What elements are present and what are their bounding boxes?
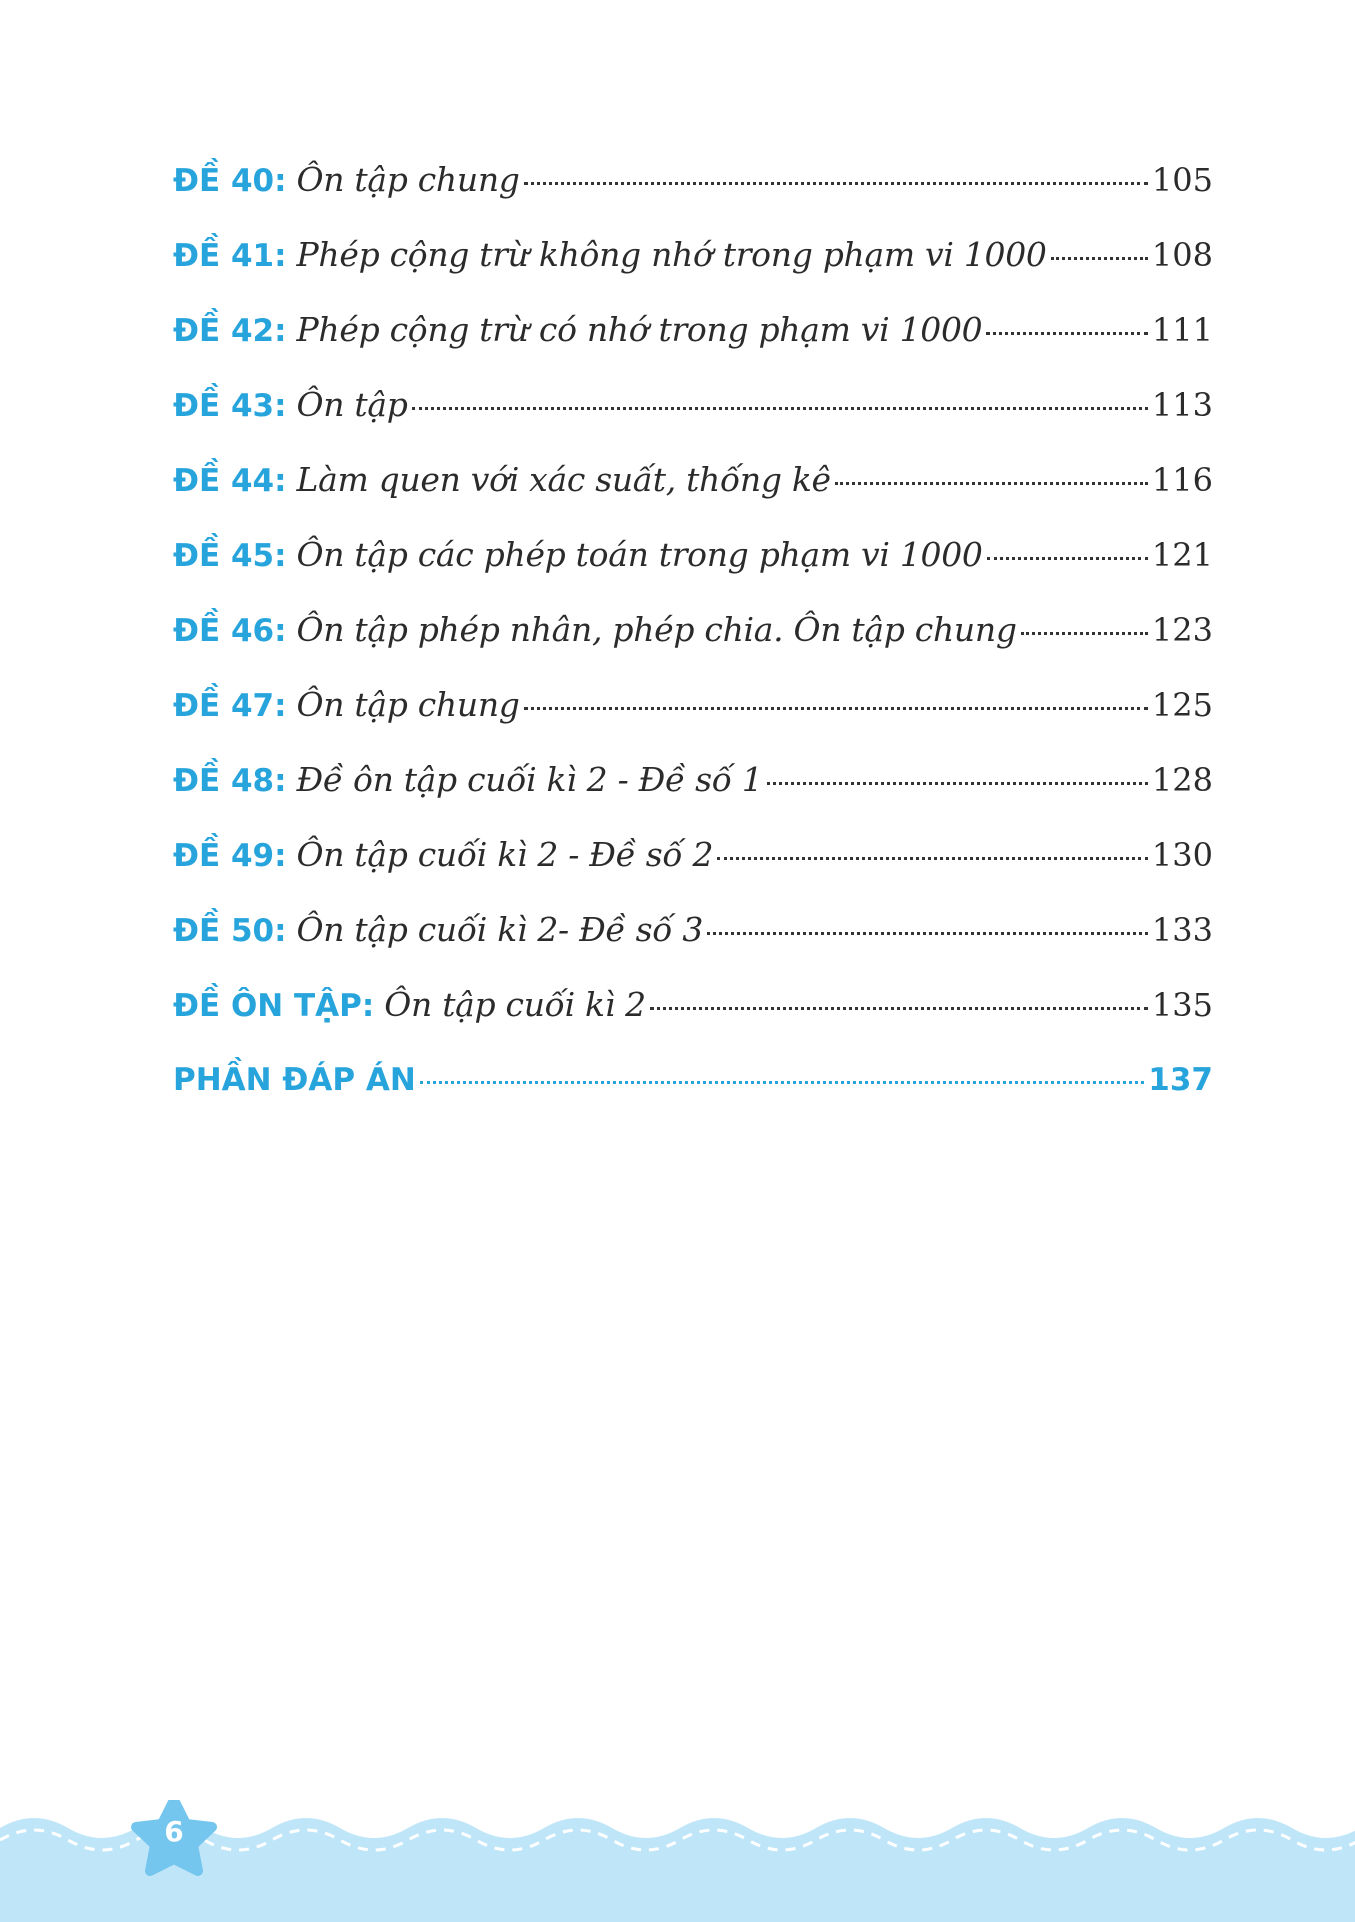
toc-title: Ôn tập cuối kì 2 - Đề số 2 — [296, 835, 714, 874]
toc-page-number: 130 — [1151, 836, 1213, 874]
toc-entry-47 — [173, 677, 1213, 752]
toc-page-number: 105 — [1151, 161, 1213, 199]
toc-entry-43 — [173, 377, 1213, 452]
dot-leader — [650, 1007, 1148, 1010]
toc-page-number: 116 — [1151, 461, 1213, 499]
toc-label: ĐỀ 46: — [173, 613, 287, 649]
toc-label: ĐỀ 49: — [173, 838, 287, 874]
toc-entry-44 — [173, 452, 1213, 527]
toc-title: Ôn tập cuối kì 2 — [384, 985, 646, 1024]
toc-title: Ôn tập — [296, 385, 408, 424]
dot-leader — [1021, 632, 1148, 635]
toc-label: ĐỀ 41: — [173, 238, 287, 274]
toc-label: ĐỀ 45: — [173, 538, 287, 574]
toc-label: ĐỀ ÔN TẬP: — [173, 988, 375, 1024]
toc-entry-49 — [173, 827, 1213, 902]
toc-entry-40 — [173, 152, 1213, 227]
toc-page-number: 137 — [1148, 1062, 1213, 1098]
toc-page-number: 125 — [1151, 686, 1213, 724]
toc-label: ĐỀ 48: — [173, 763, 287, 799]
dot-leader — [412, 407, 1148, 410]
dot-leader — [987, 557, 1148, 560]
toc-page-number: 123 — [1151, 611, 1213, 649]
dot-leader — [835, 482, 1148, 485]
toc-label: ĐỀ 50: — [173, 913, 287, 949]
toc-page-number: 113 — [1151, 386, 1213, 424]
toc-title: Làm quen với xác suất, thống kê — [296, 460, 831, 499]
toc-title: Phép cộng trừ không nhớ trong phạm vi 1000 — [296, 235, 1047, 274]
toc-page-number: 128 — [1151, 761, 1213, 799]
table-of-contents — [173, 152, 1213, 1127]
toc-entry-42 — [173, 302, 1213, 377]
toc-title: Đề ôn tập cuối kì 2 - Đề số 1 — [296, 760, 763, 799]
toc-page-number: 111 — [1151, 311, 1213, 349]
dot-leader — [767, 782, 1148, 785]
toc-title: Phép cộng trừ có nhớ trong phạm vi 1000 — [296, 310, 983, 349]
page-number: 6 — [164, 1815, 184, 1848]
toc-label: ĐỀ 42: — [173, 313, 287, 349]
toc-page-number: 121 — [1151, 536, 1213, 574]
dot-leader — [524, 182, 1148, 185]
toc-label: ĐỀ 40: — [173, 163, 287, 199]
toc-entry-46 — [173, 602, 1213, 677]
toc-label: PHẦN ĐÁP ÁN — [173, 1062, 416, 1098]
toc-title: Ôn tập các phép toán trong phạm vi 1000 — [296, 535, 983, 574]
toc-entry-48 — [173, 752, 1213, 827]
toc-page-number: 108 — [1151, 236, 1213, 274]
toc-entry-50 — [173, 902, 1213, 977]
toc-title: Ôn tập cuối kì 2- Đề số 3 — [296, 910, 704, 949]
dot-leader — [1051, 257, 1148, 260]
toc-entry-45 — [173, 527, 1213, 602]
toc-entry-41 — [173, 227, 1213, 302]
toc-title: Ôn tập phép nhân, phép chia. Ôn tập chung — [296, 610, 1017, 649]
wave-footer — [0, 1800, 1355, 1922]
dot-leader — [986, 332, 1148, 335]
toc-label: ĐỀ 47: — [173, 688, 287, 724]
toc-label: ĐỀ 43: — [173, 388, 287, 424]
toc-entry-review — [173, 977, 1213, 1052]
toc-label: ĐỀ 44: — [173, 463, 287, 499]
toc-entry-answers — [173, 1052, 1213, 1127]
dot-leader — [420, 1081, 1144, 1084]
dot-leader — [524, 707, 1148, 710]
toc-title: Ôn tập chung — [296, 685, 520, 724]
dot-leader — [717, 857, 1148, 860]
toc-page-number: 135 — [1151, 986, 1213, 1024]
toc-page-number: 133 — [1151, 911, 1213, 949]
dot-leader — [707, 932, 1148, 935]
toc-title: Ôn tập chung — [296, 160, 520, 199]
